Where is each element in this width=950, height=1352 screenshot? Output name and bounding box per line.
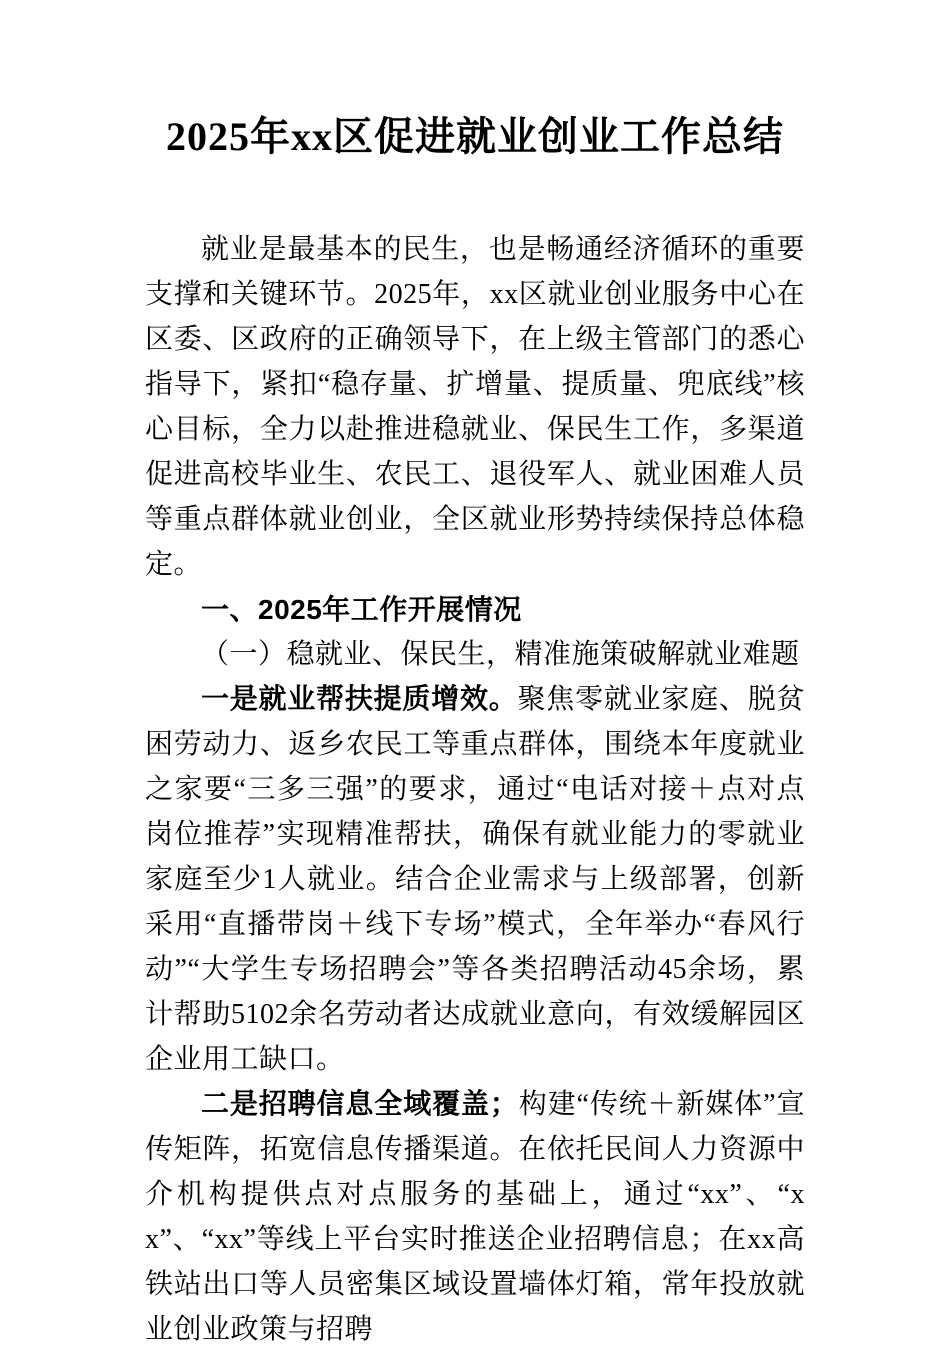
sub-section-heading: （一）稳就业、保民生，精准施策破解就业难题 [201, 639, 800, 670]
section-heading: 一、2025年工作开展情况 [201, 594, 522, 625]
item-paragraph-1 [145, 677, 805, 1082]
document-title: 2025年xx区促进就业创业工作总结 [166, 114, 784, 159]
item-1-body: 聚焦零就业家庭、脱贫困劳动力、返乡农民工等重点群体，围绕本年度就业之家要“三多三强”的要求，通过“电话对接＋点对点岗位推荐”实现精准帮扶，确保有就业能力的零就业家庭至少1人就业。结合企业需求与上级部署，创新采用“直播带岗＋线下专场”模式，全年举办“春风行动”“大学生专场招聘会”等各类招聘活动45余场，累计帮助5102余名劳动者达成就业意向，有效缓解园区企业用工缺口。 [145, 684, 805, 1075]
intro-paragraph: 就业是最基本的民生，也是畅通经济循环的重要支撑和关键环节。2025年，xx区就业创业服务中心在区委、区政府的正确领导下，在上级主管部门的悉心指导下，紧扣“稳存量、扩增量、提质量、兜底线”核心目标，全力以赴推进稳就业、保民生工作，多渠道促进高校毕业生、农民工、退役军人、就业困难人员等重点群体就业创业，全区就业形势持续保持总体稳定。 [145, 234, 805, 580]
item-2-lead: 二是招聘信息全域覆盖； [201, 1089, 519, 1120]
document-body [145, 227, 805, 1352]
item-1-lead: 一是就业帮扶提质增效。 [201, 684, 518, 715]
item-paragraph-2 [145, 1082, 805, 1352]
item-2-body: 构建“传统＋新媒体”宣传矩阵，拓宽信息传播渠道。在依托民间人力资源中介机构提供点对点服务的基础上，通过“xx”、“xx”、“xx”等线上平台实时推送企业招聘信息；在xx高铁站出口等人员密集区域设置墙体灯箱，常年投放就业创业政策与招聘 [145, 1089, 805, 1345]
